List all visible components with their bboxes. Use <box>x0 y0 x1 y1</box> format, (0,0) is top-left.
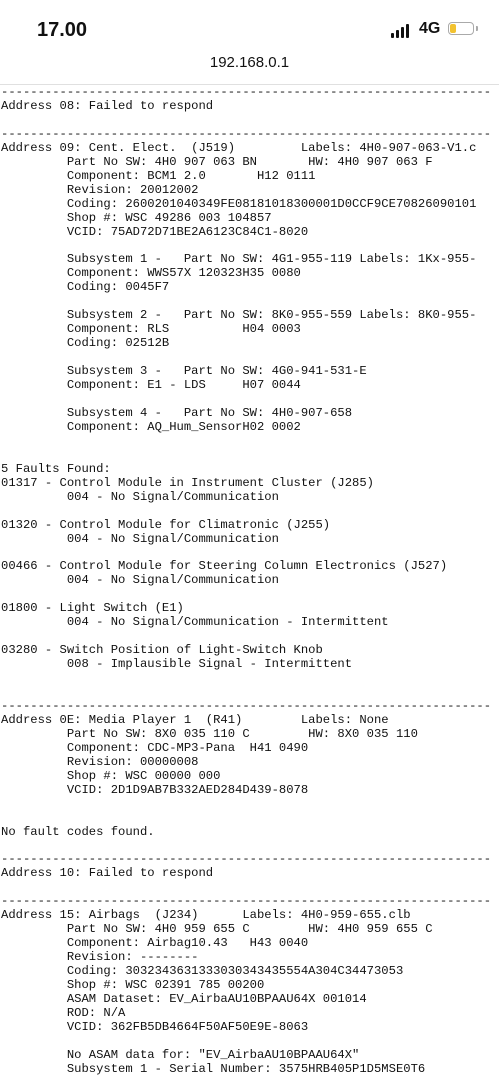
status-bar <box>0 0 499 50</box>
clock: 17.00 <box>37 19 88 41</box>
log-line: 03280 - Switch Position of Light-Switch Knob <box>1 643 323 658</box>
log-line: ------------------------------------------------------------------- <box>1 698 492 713</box>
log-line: 004 - No Signal/Communication <box>1 573 279 588</box>
log-line: Revision: 00000008 <box>1 754 199 769</box>
network-type: 4G <box>419 20 441 37</box>
log-line: Subsystem 2 - Part No SW: 8K0-955-559 Labels: 8K0-955- <box>1 308 477 323</box>
url-text: 192.168.0.1 <box>209 54 290 71</box>
log-line: ROD: N/A <box>1 1005 126 1020</box>
log-line: Subsystem 1 - Serial Number: 3575HRB405P1D5MSE0T6 <box>1 1061 426 1076</box>
log-line: VCID: 362FB5DB4664F50AF50E9E-8063 <box>1 1019 309 1034</box>
scan-log <box>1 84 499 1077</box>
signal-bar <box>396 30 399 38</box>
signal-bar <box>406 24 409 38</box>
battery-fill <box>450 24 456 33</box>
log-line: Shop #: WSC 49286 003 104857 <box>1 210 272 225</box>
signal-bar <box>401 27 404 38</box>
signal-bar <box>391 33 394 38</box>
log-line: Address 08: Failed to respond <box>1 98 214 113</box>
log-line: Coding: 02512B <box>1 336 170 351</box>
log-line: Part No SW: 4H0 907 063 BN HW: 4H0 907 063 F <box>1 154 433 169</box>
log-line: ASAM Dataset: EV_AirbaAU10BPAAU64X 001014 <box>1 991 367 1006</box>
battery-icon <box>448 22 474 35</box>
log-line: Address 10: Failed to respond <box>1 866 214 881</box>
log-line: Component: WWS57X 120323H35 0080 <box>1 266 301 281</box>
log-line: 00466 - Control Module for Steering Column Electronics (J527) <box>1 559 448 574</box>
log-line: Coding: 3032343631333030343435554A304C34473053 <box>1 964 404 979</box>
log-line: ------------------------------------------------------------------- <box>1 894 492 909</box>
log-line: ------------------------------------------------------------------- <box>1 126 492 141</box>
log-line: Subsystem 1 - Part No SW: 4G1-955-119 Labels: 1Kx-955- <box>1 252 477 267</box>
log-line: ------------------------------------------------------------------- <box>1 852 492 867</box>
log-line: Shop #: WSC 00000 000 <box>1 768 221 783</box>
log-line: 004 - No Signal/Communication <box>1 531 279 546</box>
log-line: Subsystem 4 - Part No SW: 4H0-907-658 <box>1 405 353 420</box>
log-line: Revision: 20012002 <box>1 182 199 197</box>
log-line: 008 - Implausible Signal - Intermittent <box>1 657 353 672</box>
log-line: Component: Airbag10.43 H43 0040 <box>1 936 309 951</box>
log-line: Component: RLS H04 0003 <box>1 322 301 337</box>
log-line: 004 - No Signal/Communication - Intermittent <box>1 615 389 630</box>
log-line: Component: BCM1 2.0 H12 0111 <box>1 168 316 183</box>
log-line: Subsystem 3 - Part No SW: 4G0-941-531-E <box>1 364 367 379</box>
log-line: ------------------------------------------------------------------- <box>1 85 492 99</box>
log-line: 01317 - Control Module in Instrument Cluster (J285) <box>1 475 374 490</box>
log-line: VCID: 2D1D9AB7B332AED284D439-8078 <box>1 782 309 797</box>
log-line: Coding: 2600201040349FE08181018300001D0CCF9CE70826090101 <box>1 196 477 211</box>
log-line: No fault codes found. <box>1 824 155 839</box>
log-line: Revision: -------- <box>1 950 199 965</box>
log-line: Part No SW: 4H0 959 655 C HW: 4H0 959 655 C <box>1 922 433 937</box>
log-line: Shop #: WSC 02391 785 00200 <box>1 978 265 992</box>
log-line: Address 0E: Media Player 1 (R41) Labels: None <box>1 712 389 727</box>
log-line: No ASAM data for: "EV_AirbaAU10BPAAU64X" <box>1 1047 360 1062</box>
log-line: 01800 - Light Switch (E1) <box>1 601 184 616</box>
log-line: Address 09: Cent. Elect. (J519) Labels: 4H0-907-063-V1.c <box>1 140 477 155</box>
log-line: Component: AQ_Hum_SensorH02 0002 <box>1 419 301 434</box>
cellular-signal-icon <box>391 24 411 38</box>
log-line: Part No SW: 8X0 035 110 C HW: 8X0 035 110 <box>1 726 418 741</box>
log-line: Address 15: Airbags (J234) Labels: 4H0-959-655.clb <box>1 908 411 923</box>
page-content <box>1 84 499 1080</box>
log-line: 004 - No Signal/Communication <box>1 489 279 504</box>
address-bar[interactable] <box>0 50 499 85</box>
log-line: 01320 - Control Module for Climatronic (J255) <box>1 517 331 532</box>
log-line: Component: E1 - LDS H07 0044 <box>1 378 301 393</box>
log-line: Coding: 0045F7 <box>1 280 170 295</box>
log-line: Component: CDC-MP3-Pana H41 0490 <box>1 740 309 755</box>
log-line: 5 Faults Found: <box>1 461 111 476</box>
log-line: VCID: 75AD72D71BE2A6123C84C1-8020 <box>1 224 309 239</box>
